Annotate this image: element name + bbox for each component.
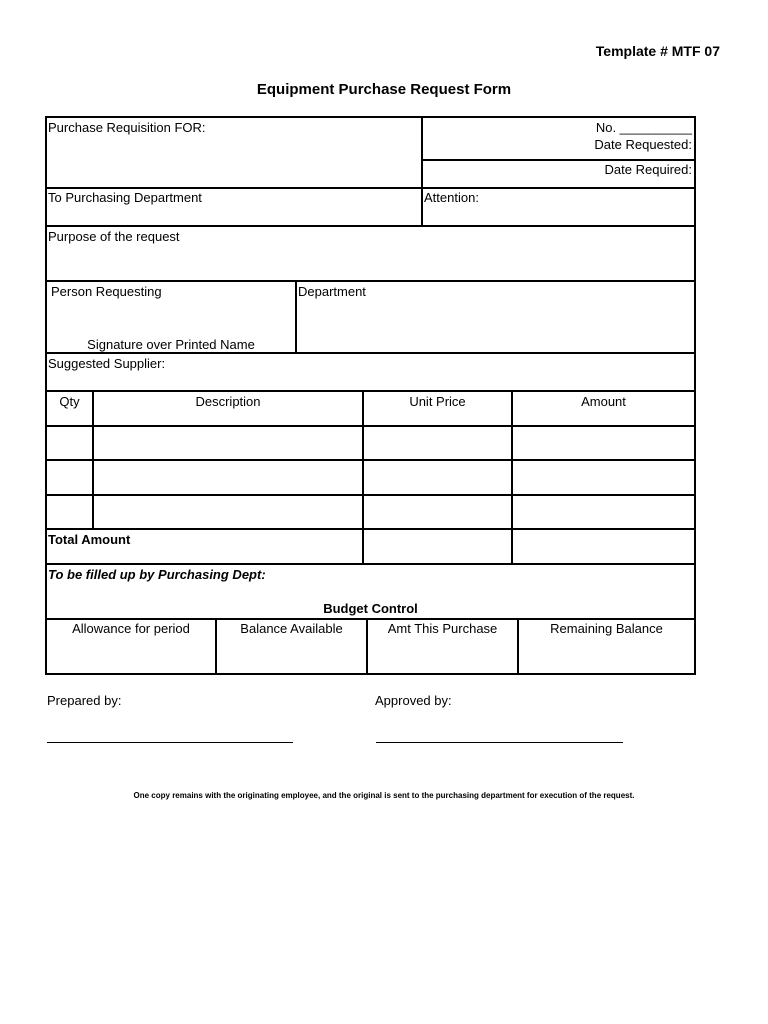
suggested-supplier-label: Suggested Supplier: [48, 356, 166, 371]
approved-by-label: Approved by: [375, 693, 452, 708]
divider [45, 225, 696, 227]
divider [45, 352, 696, 354]
prepared-by-label: Prepared by: [47, 693, 122, 708]
purchase-requisition-label: Purchase Requisition FOR: [48, 120, 206, 135]
total-amount-label: Total Amount [48, 532, 131, 547]
column-header-amount: Amount [581, 394, 626, 409]
department-label: Department [298, 284, 366, 299]
attention-label: Attention: [424, 190, 479, 205]
divider [45, 618, 696, 620]
table-row[interactable] [47, 496, 694, 528]
budget-control-label: Budget Control [323, 601, 418, 616]
divider [45, 528, 696, 530]
request-number-label: No. __________ [595, 120, 692, 135]
template-number: Template # MTF 07 [595, 43, 720, 59]
to-purchasing-label: To Purchasing Department [48, 190, 202, 205]
divider [45, 563, 696, 565]
column-header-qty: Qty [59, 394, 80, 409]
column-header-unit-price: Unit Price [409, 394, 466, 409]
signature-caption: Signature over Printed Name [87, 337, 255, 352]
column-header-remaining-balance: Remaining Balance [550, 621, 663, 636]
person-requesting-label: Person Requesting [51, 284, 162, 299]
form-title: Equipment Purchase Request Form [256, 81, 512, 98]
purchasing-dept-note: To be filled up by Purchasing Dept: [48, 567, 266, 582]
divider [421, 116, 423, 227]
divider [45, 280, 696, 282]
purpose-label: Purpose of the request [48, 229, 180, 244]
column-header-amt-this-purchase: Amt This Purchase [387, 621, 498, 636]
divider [45, 390, 696, 392]
divider [45, 187, 696, 189]
footer-note: One copy remains with the originating employee, and the original is sent to the purchasing department for execution of the request. [133, 791, 635, 800]
date-requested-label: Date Requested: [594, 137, 692, 152]
divider [295, 280, 297, 354]
divider [421, 159, 696, 161]
prepared-by-signature-line[interactable] [47, 742, 293, 743]
approved-by-signature-line[interactable] [376, 742, 623, 743]
date-required-label: Date Required: [604, 162, 692, 177]
column-header-balance-available: Balance Available [240, 621, 343, 636]
table-row[interactable] [47, 427, 694, 459]
table-row[interactable] [47, 461, 694, 494]
column-header-allowance: Allowance for period [72, 621, 190, 636]
column-header-description: Description [195, 394, 261, 409]
